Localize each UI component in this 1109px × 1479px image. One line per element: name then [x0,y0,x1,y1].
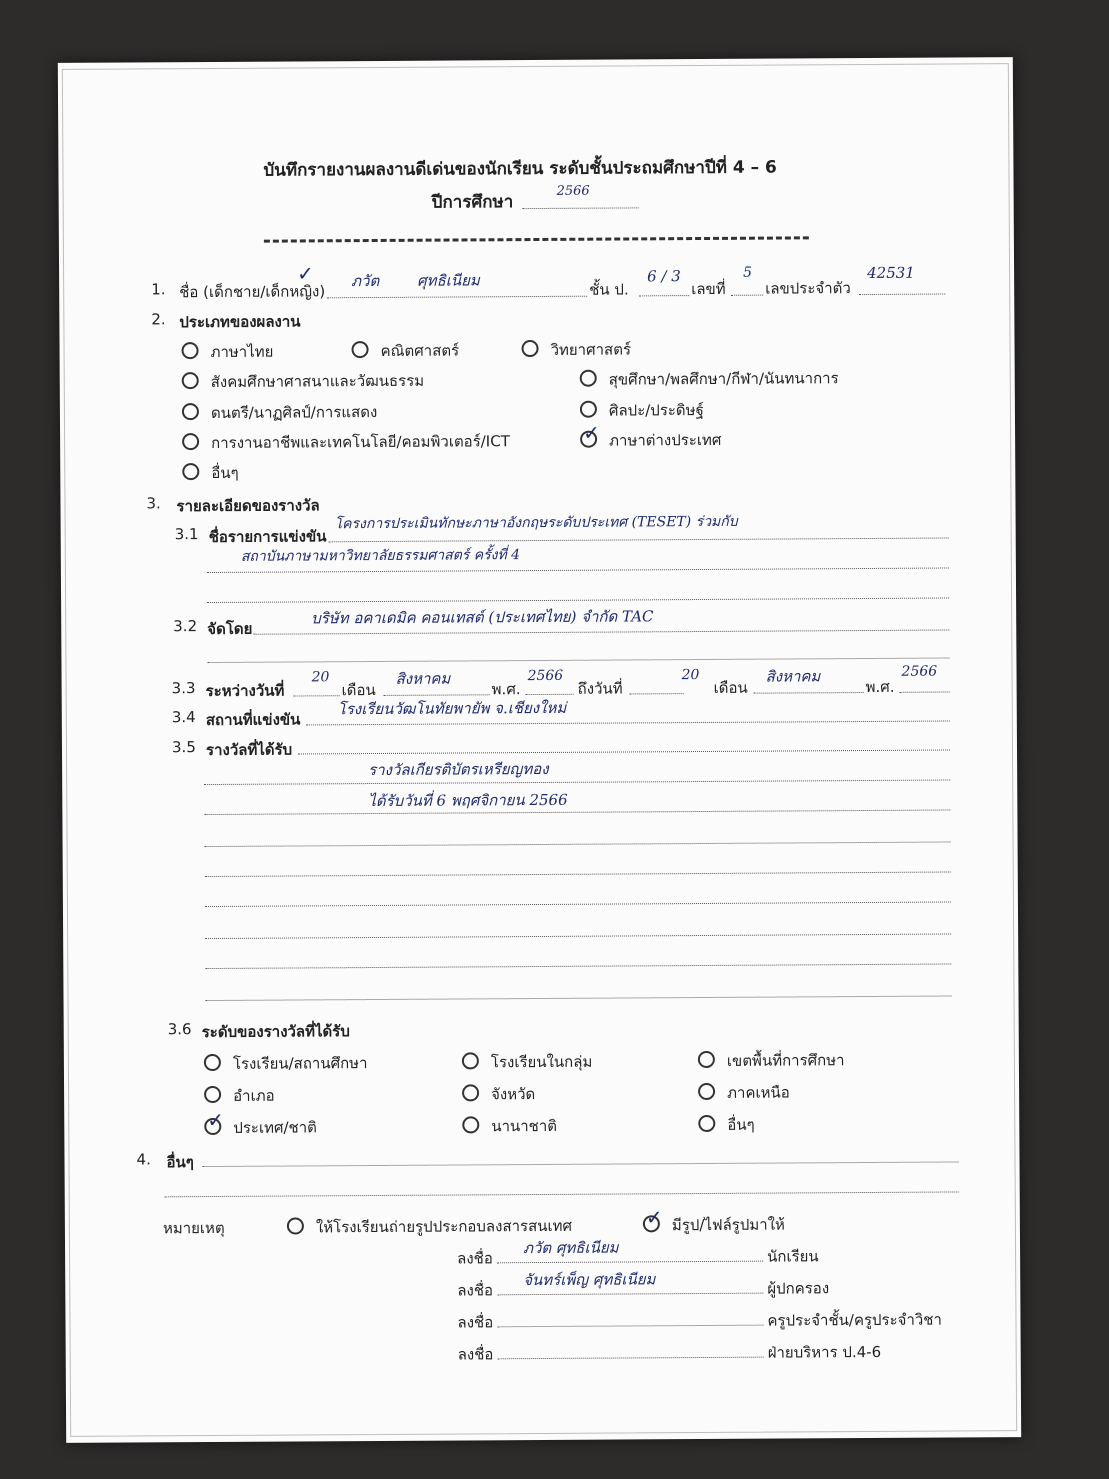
signature-role-3: ครูประจำชั้น/ครูประจำวิชา [767,1310,942,1330]
year-label: ปีการศึกษา [431,192,514,213]
radio-circle-icon [351,341,368,358]
start-year-label: พ.ศ. [491,680,521,699]
s34-number: 3.4 [171,708,196,727]
signature-label-3: ลงชื่อ [457,1313,494,1332]
venue-value[interactable]: โรงเรียนวัฒโนทัยพายัพ จ.เชียงใหม่ [337,698,567,719]
radio-circle-icon [182,372,199,389]
s31-number: 3.1 [174,525,199,544]
note-option-has-photo[interactable]: ✓ มีรูป/ไฟล์รูปมาให้ [643,1213,785,1238]
signature-role-1: นักเรียน [767,1247,819,1266]
level-school[interactable]: โรงเรียน/สถานศึกษา [204,1051,368,1076]
year-value[interactable]: 2566 [556,183,590,199]
option-social[interactable]: สังคมศึกษาศาสนาและวัฒนธรรม [182,369,425,394]
student-surname[interactable]: ศุทธิเนียม [417,271,480,290]
student-first-name[interactable]: ภวัต [351,271,380,291]
option-other[interactable]: อื่นๆ [182,461,238,485]
option-thai[interactable]: ภาษาไทย [181,340,273,365]
radio-circle-icon [698,1115,715,1132]
option-health[interactable]: สุขศึกษา/พลศึกษา/กีฬา/นันทนาการ [580,366,839,392]
end-month[interactable]: สิงหาคม [765,667,821,686]
option-science[interactable]: วิทยาศาสตร์ [521,337,631,362]
s1-name-label: ชื่อ (เด็กชาย/เด็กหญิง) [179,282,326,302]
s4-number: 4. [136,1150,151,1169]
number-label: เลขที่ [691,279,726,299]
signature-label-1: ลงชื่อ [457,1249,493,1268]
radio-circle-icon [462,1052,479,1069]
radio-circle-icon [462,1116,479,1133]
end-month-label: เดือน [713,678,748,697]
award-value-line1[interactable]: รางวัลเกียรติบัตรเหรียญทอง [368,759,549,780]
number-line [731,295,763,296]
student-id-value[interactable]: 42531 [867,263,915,282]
level-international[interactable]: นานาชาติ [462,1114,557,1139]
s1-number: 1. [151,280,166,299]
organizer-label: จัดโดย [207,619,253,639]
level-school-group[interactable]: โรงเรียนในกลุ่ม [462,1050,593,1075]
s3-number: 3. [146,494,161,513]
parent-signature-name[interactable]: จันทร์เพ็ญ ศุทธิเนียม [523,1270,656,1290]
check-mark-icon: ✓ [207,1107,225,1133]
s36-number: 3.6 [167,1020,192,1039]
radio-circle-icon [580,370,597,387]
start-day[interactable]: 20 [311,669,330,686]
form-paper [58,57,1021,1443]
radio-circle-icon [643,1205,663,1232]
note-option-school-photo[interactable]: ให้โรงเรียนถ่ายรูปประกอบลงสารสนเทศ [287,1214,572,1240]
radio-circle-icon [204,1107,225,1135]
s33-number: 3.3 [171,679,196,698]
competition-name-label: ชื่อรายการแข่งขัน [208,527,327,547]
signature-role-4: ฝ่ายบริหาร ป.4-6 [767,1342,882,1362]
award-label: รางวัลที่ได้รับ [205,740,293,760]
check-mark-icon: ✓ [645,1205,663,1230]
radio-circle-icon [462,1084,479,1101]
check-mark-icon: ✓ [582,420,600,445]
start-month[interactable]: สิงหาคม [395,669,451,688]
award-level-label: ระดับของรางวัลที่ได้รับ [201,1022,350,1042]
class-label: ชั้น ป. [589,280,629,299]
option-foreign-language[interactable]: ✓ ภาษาต่างประเทศ [580,428,721,453]
level-other[interactable]: อื่นๆ [698,1113,754,1137]
option-math[interactable]: คณิตศาสตร์ [351,338,459,363]
competition-name-line2[interactable]: สถาบันภาษามหาวิทยาลัยธรรมศาสตร์ ครั้งที่ 4 [240,547,521,565]
radio-circle-icon [204,1054,221,1071]
signature-label-4: ลงชื่อ [457,1345,494,1364]
radio-circle-icon [182,433,199,450]
radio-circle-icon [204,1086,221,1103]
radio-circle-icon [698,1083,715,1100]
end-day[interactable]: 20 [681,667,700,684]
student-signature-name[interactable]: ภวัต ศุทธิเนียม [522,1238,619,1258]
competition-name-line1[interactable]: โครงการประเมินทักษะภาษาอังกฤษระดับประเทศ (TESET) ร่วมกับ [334,513,738,533]
start-month-label: เดือน [341,680,376,700]
end-year[interactable]: 2566 [901,663,938,680]
venue-label: สถานที่แข่งขัน [205,710,301,730]
end-year-label: พ.ศ. [865,677,895,697]
s32-number: 3.2 [173,617,198,636]
radio-circle-icon [698,1051,715,1068]
option-career-ict[interactable]: การงานอาชีพและเทคโนโลยี/คอมพิวเตอร์/ICT [182,429,510,455]
option-art[interactable]: ศิลปะ/ประดิษฐ์ [580,398,704,423]
radio-circle-icon [580,401,597,418]
s35-number: 3.5 [171,738,196,757]
start-year[interactable]: 2566 [527,667,564,685]
level-national[interactable]: ✓ ประเทศ/ชาติ [204,1115,317,1140]
signature-label-2: ลงชื่อ [457,1281,494,1300]
form-title: บันทึกรายงานผลงานดีเด่นของนักเรียน ระดับชั้นประถมศึกษาปีที่ 4 – 6 [263,157,777,181]
note-label: หมายเหตุ [162,1218,225,1238]
id-label: เลขประจำตัว [765,279,851,298]
level-educational-area[interactable]: เขตพื้นที่การศึกษา [698,1048,845,1073]
radio-circle-icon [580,420,600,448]
radio-circle-icon [182,403,199,420]
s2-label: ประเภทของผลงาน [179,312,301,332]
s4-label: อื่นๆ [166,1153,194,1172]
organizer-value[interactable]: บริษัท อคาเดมิค คอนเทสต์ (ประเทศไทย) จำกัด TAC [311,607,654,628]
option-music[interactable]: ดนตรี/นาฏศิลป์/การแสดง [182,400,377,425]
radio-circle-icon [182,463,199,480]
award-value-line2[interactable]: ได้รับวันที่ 6 พฤศจิกายน 2566 [368,790,568,811]
date-range-label: ระหว่างวันที่ [205,681,285,701]
level-province[interactable]: จังหวัด [462,1082,535,1106]
number-value[interactable]: 5 [743,264,753,281]
class-value[interactable]: 6 / 3 [647,267,681,286]
to-date-label: ถึงวันที่ [577,679,623,698]
s3-label: รายละเอียดของรางวัล [176,496,320,516]
s2-number: 2. [151,310,166,329]
radio-circle-icon [182,342,199,359]
signature-role-2: ผู้ปกครอง [767,1279,830,1298]
radio-circle-icon [287,1217,304,1234]
level-district[interactable]: อำเภอ [204,1084,275,1108]
radio-circle-icon [521,340,538,357]
level-northern-region[interactable]: ภาคเหนือ [698,1080,790,1105]
check-mark-icon: ✓ [297,261,314,286]
